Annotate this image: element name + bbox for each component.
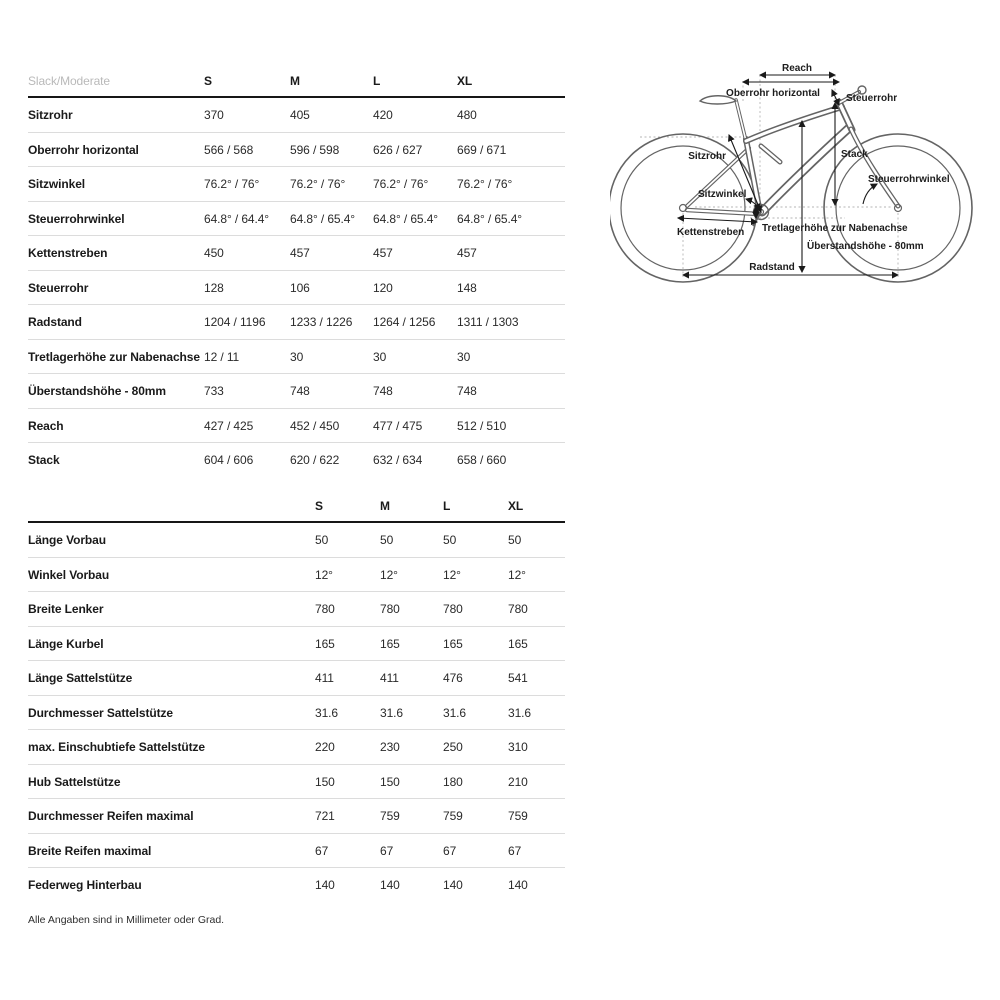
cell-value: 150 [315, 774, 335, 789]
wheelbase-label: Radstand [749, 262, 795, 273]
cell-value: 669 / 671 [457, 142, 507, 157]
cell-value: 480 [457, 108, 477, 122]
cell-value: 476 [443, 671, 463, 685]
table-row [28, 409, 565, 444]
cell-value: 477 / 475 [373, 418, 423, 433]
cell-value: 450 [204, 246, 224, 260]
table-row [28, 627, 565, 662]
row-label: Überstandshöhe - 80mm [28, 384, 166, 398]
row-label: Sitzrohr [28, 108, 73, 122]
table-row [28, 167, 565, 202]
cell-value: 64.8° / 64.4° [204, 211, 270, 226]
row-label: Reach [28, 418, 64, 433]
row-label: Durchmesser Sattelstütze [28, 705, 173, 720]
size-column-header: XL [508, 499, 524, 513]
cell-value: 67 [443, 843, 457, 858]
cell-value: 411 [380, 671, 399, 685]
table-row [28, 799, 565, 834]
table-row [28, 661, 565, 696]
row-label: Länge Sattelstütze [28, 671, 133, 685]
headtube-arrow [832, 90, 839, 105]
row-label: Sitzwinkel [28, 177, 86, 191]
table-header-row [28, 68, 565, 98]
row-label: Durchmesser Reifen maximal [28, 809, 194, 823]
cell-value: 180 [443, 774, 463, 789]
cell-value: 457 [290, 246, 310, 260]
cell-value: 405 [290, 108, 310, 122]
cell-value: 632 / 634 [373, 453, 423, 467]
stack-label: Stack [841, 149, 868, 160]
cell-value: 165 [508, 636, 528, 651]
cell-value: 50 [380, 533, 394, 547]
table-row [28, 696, 565, 731]
bb-height-label: Tretlagerhöhe zur Nabenachse [762, 223, 908, 234]
cell-value: 50 [443, 533, 457, 547]
cell-value: 12° [315, 567, 333, 582]
cell-value: 427 / 425 [204, 418, 254, 433]
cell-value: 452 / 450 [290, 418, 340, 433]
chainstay-arrow [678, 218, 757, 222]
cell-value: 420 [373, 108, 393, 122]
cell-value: 748 [457, 384, 477, 398]
seattube-label: Sitzrohr [688, 151, 726, 162]
cell-value: 733 [204, 384, 224, 398]
table-row [28, 202, 565, 237]
row-label: Breite Lenker [28, 602, 104, 616]
geometry-table [28, 68, 565, 478]
rear-wheel [610, 134, 757, 282]
row-label: Tretlagerhöhe zur Nabenachse [28, 349, 200, 364]
cell-value: 140 [380, 878, 400, 892]
row-label: Steuerrohrwinkel [28, 211, 125, 226]
cell-value: 541 [508, 671, 528, 685]
table-row [28, 868, 565, 903]
cell-value: 31.6 [508, 705, 531, 720]
table-row [28, 443, 565, 478]
row-label: Federweg Hinterbau [28, 878, 142, 892]
cell-value: 457 [373, 246, 393, 260]
table-row [28, 523, 565, 558]
cell-value: 31.6 [443, 705, 466, 720]
headtube-label: Steuerrohr [846, 93, 898, 104]
table-header-label: Slack/Moderate [28, 74, 110, 88]
cell-value: 220 [315, 740, 335, 754]
table-row [28, 730, 565, 765]
cell-value: 411 [315, 671, 334, 685]
size-column-header: L [443, 499, 451, 513]
table-row [28, 98, 565, 133]
table-row [28, 765, 565, 800]
cell-value: 780 [380, 602, 400, 616]
cell-value: 759 [508, 809, 528, 823]
cell-value: 780 [315, 602, 335, 616]
cell-value: 76.2° / 76° [290, 177, 346, 191]
cell-value: 50 [315, 533, 329, 547]
row-label: Stack [28, 453, 60, 467]
standover-label: Überstandshöhe - 80mm [807, 241, 924, 252]
cell-value: 64.8° / 65.4° [457, 211, 523, 226]
cell-value: 50 [508, 533, 522, 547]
cell-value: 12 / 11 [204, 349, 240, 364]
row-label: Radstand [28, 315, 82, 329]
seat-angle-label: Sitzwinkel [698, 189, 747, 200]
cell-value: 12° [508, 567, 526, 582]
cell-value: 140 [315, 878, 335, 892]
cell-value: 604 / 606 [204, 453, 254, 467]
cell-value: 596 / 598 [290, 142, 340, 157]
cell-value: 106 [290, 280, 310, 295]
cell-value: 310 [508, 740, 528, 754]
cell-value: 67 [315, 843, 329, 858]
row-label: Hub Sattelstütze [28, 774, 121, 789]
cell-value: 12° [380, 567, 398, 582]
cell-value: 566 / 568 [204, 142, 254, 157]
cell-value: 165 [443, 636, 463, 651]
cell-value: 230 [380, 740, 400, 754]
cell-value: 148 [457, 280, 477, 295]
table-row [28, 834, 565, 869]
cell-value: 76.2° / 76° [457, 177, 513, 191]
cell-value: 31.6 [380, 705, 403, 720]
row-label: max. Einschubtiefe Sattelstütze [28, 740, 205, 754]
table-header-label [28, 500, 315, 521]
units-footnote: Alle Angaben sind in Millimeter oder Grad. [28, 914, 225, 926]
cell-value: 748 [290, 384, 310, 398]
cell-value: 31.6 [315, 705, 338, 720]
cell-value: 780 [508, 602, 528, 616]
cell-value: 1233 / 1226 [290, 315, 353, 329]
cell-value: 512 / 510 [457, 418, 507, 433]
cell-value: 12° [443, 567, 461, 582]
cell-value: 165 [380, 636, 400, 651]
cell-value: 64.8° / 65.4° [373, 211, 439, 226]
head-angle-label: Steuerrohrwinkel [868, 174, 950, 185]
size-column-header: M [290, 74, 300, 88]
table-row [28, 374, 565, 409]
row-label: Länge Kurbel [28, 636, 104, 651]
bike-geometry-diagram [610, 55, 1000, 295]
cell-value: 165 [315, 636, 335, 651]
cell-value: 250 [443, 740, 463, 754]
row-label: Breite Reifen maximal [28, 843, 152, 858]
cell-value: 759 [443, 809, 463, 823]
cell-value: 1264 / 1256 [373, 315, 436, 329]
cell-value: 30 [457, 349, 471, 364]
cell-value: 76.2° / 76° [204, 177, 260, 191]
rear-axle [680, 205, 687, 212]
table-row [28, 558, 565, 593]
cell-value: 658 / 660 [457, 453, 507, 467]
row-label: Kettenstreben [28, 246, 108, 260]
cell-value: 30 [290, 349, 304, 364]
components-table [28, 493, 565, 903]
size-column-header: XL [457, 74, 473, 88]
table-row [28, 133, 565, 168]
cell-value: 759 [380, 809, 400, 823]
table-row [28, 271, 565, 306]
cell-value: 140 [443, 878, 463, 892]
cell-value: 620 / 622 [290, 453, 340, 467]
reach-label: Reach [781, 63, 813, 74]
cell-value: 370 [204, 108, 224, 122]
cell-value: 1204 / 1196 [204, 315, 266, 329]
size-column-header: S [315, 499, 323, 513]
cell-value: 150 [380, 774, 400, 789]
cell-value: 626 / 627 [373, 142, 423, 157]
cell-value: 67 [380, 843, 394, 858]
cell-value: 721 [315, 809, 335, 823]
table-row [28, 305, 565, 340]
cell-value: 210 [508, 774, 528, 789]
table-header-row [28, 493, 565, 523]
dimension-labels [677, 63, 950, 273]
row-label: Steuerrohr [28, 280, 89, 295]
table-row [28, 340, 565, 375]
table-row [28, 592, 565, 627]
size-column-header: S [204, 74, 212, 88]
cell-value: 30 [373, 349, 387, 364]
size-column-header: L [373, 74, 381, 88]
cell-value: 748 [373, 384, 393, 398]
table-row [28, 236, 565, 271]
cell-value: 128 [204, 280, 224, 295]
cell-value: 120 [373, 280, 393, 295]
cell-value: 140 [508, 878, 528, 892]
head-angle-arc [863, 184, 877, 204]
cell-value: 64.8° / 65.4° [290, 211, 356, 226]
size-column-header: M [380, 499, 390, 513]
cell-value: 76.2° / 76° [373, 177, 429, 191]
cell-value: 1311 / 1303 [457, 315, 519, 329]
row-label: Winkel Vorbau [28, 567, 110, 582]
cell-value: 67 [508, 843, 522, 858]
row-label: Oberrohr horizontal [28, 142, 139, 157]
toptube-label: Oberrohr horizontal [726, 88, 820, 99]
chainstay-label: Kettenstreben [677, 227, 745, 238]
cell-value: 457 [457, 246, 477, 260]
cell-value: 780 [443, 602, 463, 616]
row-label: Länge Vorbau [28, 533, 106, 547]
